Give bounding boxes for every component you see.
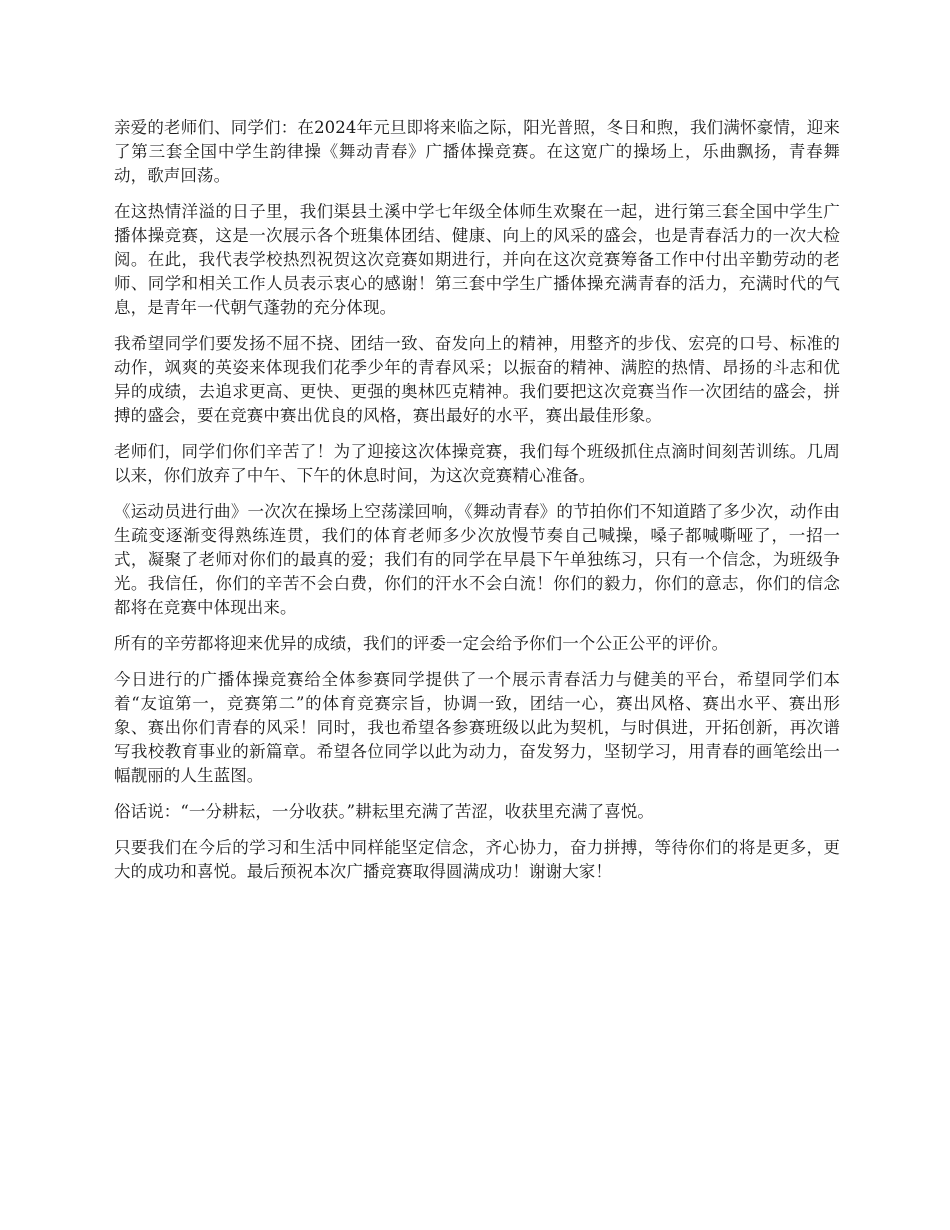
paragraph-evaluation: 所有的辛劳都将迎来优异的成绩，我们的评委一定会给予你们一个公正公平的评价。: [114, 634, 729, 653]
document-body: [114, 116, 840, 896]
paragraph-greeting: 亲爱的老师们、同学们：在2024年元旦即将来临之际，阳光普照，冬日和煦，我们满怀豪情，迎来了第三套全国中学生韵律操《舞动青春》广播体操竞赛。在这宽广的操场上，乐曲飘扬，青春舞动，歌声回荡。: [114, 118, 840, 185]
paragraph-hope: 我希望同学们要发扬不屈不挠、团结一致、奋发向上的精神，用整齐的步伐、宏亮的口号、标准的动作，飒爽的英姿来体现我们花季少年的青春风采；以振奋的精神、满腔的热情、昂扬的斗志和优异的成绩，去追求更高、更快、更强的奥林匹克精神。我们要把这次竞赛当作一次团结的盛会，拼搏的盛会，要在竞赛中赛出优良的风格，赛出最好的水平，赛出最佳形象。: [114, 334, 840, 425]
paragraph-proverb: 俗话说：“一分耕耘，一分收获。”耕耘里充满了苦涩，收获里充满了喜悦。: [114, 802, 655, 821]
paragraph-platform: 今日进行的广播体操竞赛给全体参赛同学提供了一个展示青春活力与健美的平台，希望同学们本着“友谊第一，竞赛第二”的体育竞赛宗旨，协调一致，团结一心，赛出风格、赛出水平、赛出形象、赛出你们青春的风采！同时，我也希望各参赛班级以此为契机，与时俱进，开拓创新，再次谱写我校教育事业的新篇章。希望各位同学以此为动力，奋发努力，坚韧学习，用青春的画笔绘出一幅靓丽的人生蓝图。: [114, 670, 840, 785]
paragraph-gathering: 在这热情洋溢的日子里，我们渠县土溪中学七年级全体师生欢聚在一起，进行第三套全国中学生广播体操竞赛，这是一次展示各个班集体团结、健康、向上的风采的盛会，也是青春活力的一次大检阅。在此，我代表学校热烈祝贺这次竞赛如期进行，并向在这次竞赛筹备工作中付出辛勤劳动的老师、同学和相关工作人员表示衷心的感谢！第三套中学生广播体操充满青春的活力，充满时代的气息，是青年一代朝气蓬勃的充分体现。: [114, 202, 840, 317]
paragraph-thanks: 老师们，同学们你们辛苦了！为了迎接这次体操竞赛，我们每个班级抓住点滴时间刻苦训练。几周以来，你们放弃了中午、下午的休息时间，为这次竞赛精心准备。: [114, 442, 840, 485]
paragraph-practice: 《运动员进行曲》一次次在操场上空荡漾回响，《舞动青春》的节拍你们不知道踏了多少次，动作由生疏变逐渐变得熟练连贯，我们的体育老师多少次放慢节奏自己喊操，嗓子都喊嘶哑了，一招一式，凝聚了老师对你们的最真的爱；我们有的同学在早晨下午单独练习，只有一个信念，为班级争光。我信任，你们的辛苦不会白费，你们的汗水不会白流！你们的毅力，你们的意志，你们的信念都将在竞赛中体现出来。: [114, 502, 840, 617]
paragraph-closing: 只要我们在今后的学习和生活中同样能坚定信念，齐心协力，奋力拼搏，等待你们的将是更多，更大的成功和喜悦。最后预祝本次广播竞赛取得圆满成功！谢谢大家！: [114, 838, 840, 881]
